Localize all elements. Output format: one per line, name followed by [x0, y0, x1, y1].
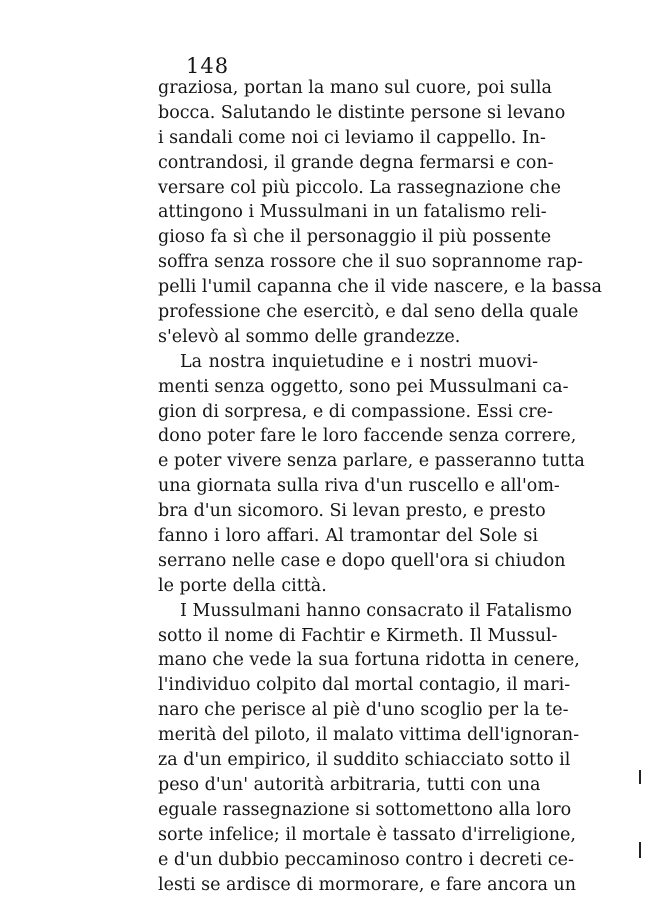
- text-line: e poter vivere senza parlare, e passeranno tutta: [158, 451, 585, 472]
- text-line: s'elevò al sommo delle grandezze.: [158, 326, 461, 347]
- text-line: serrano nelle case e dopo quell'ora si chiudon: [158, 550, 566, 571]
- paragraph: [158, 76, 602, 350]
- text-line: pelli l'umil capanna che il vide nascere, e la bassa: [158, 277, 602, 298]
- text-line: gioso fa sì che il personaggio il più possente: [158, 227, 552, 248]
- text-line: dono poter fare le loro faccende senza correre,: [158, 426, 577, 447]
- text-line: contrandosi, il grande degna fermarsi e con-: [158, 152, 554, 173]
- text-line: bocca. Salutando le distinte persone si levano: [158, 102, 566, 123]
- text-line: professione che esercitò, e dal seno della quale: [158, 302, 579, 323]
- text-line: lesti se ardisce di mormorare, e fare ancora un: [158, 874, 577, 895]
- text-line: bra d'un sicomoro. Si levan presto, e presto: [158, 501, 546, 522]
- text-line: e d'un dubbio peccaminoso contro i decreti ce-: [158, 849, 574, 870]
- text-line: sorte infelice; il mortale è tassato d'irreligione,: [158, 824, 576, 845]
- text-line: graziosa, portan la mano sul cuore, poi sulla: [158, 78, 552, 98]
- text-line: una giornata sulla riva d'un ruscello e all'om-: [158, 476, 560, 497]
- text-line: I Mussulmani hanno consacrato il Fatalismo: [180, 600, 572, 621]
- text-line: mano che vede la sua fortuna ridotta in cenere,: [158, 650, 580, 671]
- text-line: versare col più piccolo. La rassegnazione che: [158, 177, 561, 198]
- text-line: le porte della città.: [158, 575, 327, 596]
- text-line: eguale rassegnazione si sottomettono alla loro: [158, 799, 572, 820]
- text-line: soffra senza rossore che il suo soprannome rap-: [158, 252, 583, 273]
- text-block: [158, 76, 602, 897]
- text-line: menti senza oggetto, sono pei Mussulmani ca-: [158, 376, 569, 397]
- page-edge-mark: [639, 842, 641, 858]
- text-line: l'individuo colpito dal mortal contagio, il mari-: [158, 675, 571, 696]
- page-edge-mark: [639, 770, 641, 784]
- text-line: sotto il nome di Fachtir e Kirmeth. Il Mussul-: [158, 625, 558, 646]
- text-line: fanno i loro affari. Al tramontar del Sole si: [158, 526, 538, 547]
- text-line: merità del piloto, il malato vittima dell'ignoran-: [158, 725, 580, 746]
- text-line: i sandali come noi ci leviamo il cappello. In-: [158, 127, 546, 148]
- paragraph: [158, 599, 580, 898]
- text-line: La nostra inquietudine e i nostri muovi-: [180, 351, 538, 372]
- text-line: peso d'un' autorità arbitraria, tutti con una: [158, 774, 541, 795]
- text-line: attingono i Mussulmani in un fatalismo reli-: [158, 202, 547, 223]
- text-line: gion di sorpresa, e di compassione. Essi cre-: [158, 401, 553, 422]
- paragraph: [158, 350, 585, 599]
- text-line: za d'un empirico, il suddito schiacciato sotto il: [158, 750, 571, 771]
- text-line: naro che perisce al piè d'uno scoglio per la te-: [158, 700, 569, 721]
- page-number: 148: [186, 54, 230, 78]
